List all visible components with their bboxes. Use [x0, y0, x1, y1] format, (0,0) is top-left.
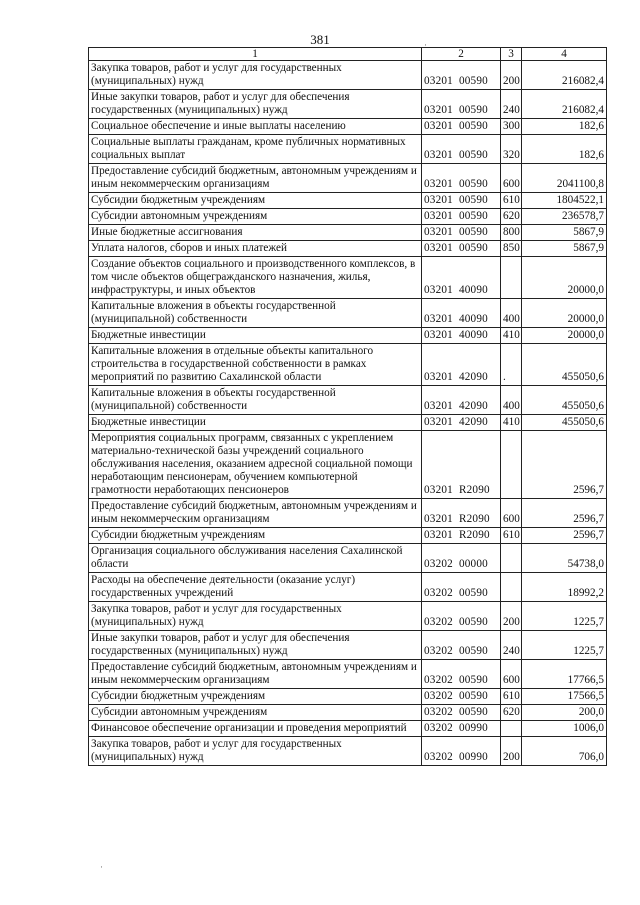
- table-row: [89, 209, 607, 225]
- cell-code: 03201 42090: [422, 386, 501, 415]
- cell-code: 03202 00590: [422, 689, 501, 705]
- cell-code: 03202 00590: [422, 602, 501, 631]
- cell-amount: 2596,7: [522, 431, 607, 499]
- table-row: [89, 328, 607, 344]
- cell-code: 03202 00590: [422, 705, 501, 721]
- table-row: [89, 737, 607, 766]
- cell-type: 200: [501, 737, 522, 766]
- cell-type: 620: [501, 705, 522, 721]
- cell-type: 800: [501, 225, 522, 241]
- column-header-type: 3: [501, 48, 522, 61]
- cell-amount: 2596,7: [522, 528, 607, 544]
- cell-code: 03202 00990: [422, 737, 501, 766]
- cell-amount: 18992,2: [522, 573, 607, 602]
- cell-name: Субсидии бюджетным учреждениям: [89, 689, 422, 705]
- cell-name: Закупка товаров, работ и услуг для государственных (муниципальных) нужд: [89, 61, 422, 90]
- cell-code: 03202 00990: [422, 721, 501, 737]
- cell-type: 600: [501, 164, 522, 193]
- cell-name: Бюджетные инвестиции: [89, 415, 422, 431]
- cell-amount: 20000,0: [522, 328, 607, 344]
- cell-code: 03202 00590: [422, 660, 501, 689]
- cell-type: .: [501, 344, 522, 386]
- cell-type: 240: [501, 631, 522, 660]
- cell-amount: 182,6: [522, 119, 607, 135]
- cell-name: Социальное обеспечение и иные выплаты населению: [89, 119, 422, 135]
- cell-amount: 2041100,8: [522, 164, 607, 193]
- cell-code: 03201 00590: [422, 164, 501, 193]
- page-number: 381: [310, 32, 330, 47]
- cell-amount: 200,0: [522, 705, 607, 721]
- table-row: [89, 528, 607, 544]
- cell-type: 200: [501, 602, 522, 631]
- cell-type: 850: [501, 241, 522, 257]
- cell-type: [501, 257, 522, 299]
- table-header-row: [89, 48, 607, 61]
- cell-name: Закупка товаров, работ и услуг для государственных (муниципальных) нужд: [89, 737, 422, 766]
- table-row: [89, 431, 607, 499]
- cell-type: [501, 721, 522, 737]
- cell-amount: 455050,6: [522, 415, 607, 431]
- table-row: [89, 299, 607, 328]
- cell-name: Субсидии бюджетным учреждениям: [89, 528, 422, 544]
- cell-code: 03201 40090: [422, 257, 501, 299]
- cell-name: Предоставление субсидий бюджетным, автономным учреждениям и иным некоммерческим организациям: [89, 499, 422, 528]
- table-row: [89, 499, 607, 528]
- table-row: [89, 705, 607, 721]
- cell-type: 610: [501, 528, 522, 544]
- cell-name: Социальные выплаты гражданам, кроме публичных нормативных социальных выплат: [89, 135, 422, 164]
- cell-code: 03201 00590: [422, 193, 501, 209]
- cell-code: 03201 00590: [422, 90, 501, 119]
- cell-type: [501, 573, 522, 602]
- cell-name: Капитальные вложения в объекты государственной (муниципальной) собственности: [89, 299, 422, 328]
- cell-name: Капитальные вложения в отдельные объекты капитального строительства в государственной собственности в рамках мероприятий по развитию Сахалинской области: [89, 344, 422, 386]
- cell-code: 03201 00590: [422, 119, 501, 135]
- cell-amount: 20000,0: [522, 257, 607, 299]
- cell-code: 03201 00590: [422, 225, 501, 241]
- cell-name: Финансовое обеспечение организации и проведения мероприятий: [89, 721, 422, 737]
- cell-type: 240: [501, 90, 522, 119]
- cell-type: 400: [501, 386, 522, 415]
- table-row: [89, 164, 607, 193]
- cell-amount: 216082,4: [522, 90, 607, 119]
- cell-amount: 17566,5: [522, 689, 607, 705]
- table-row: [89, 241, 607, 257]
- cell-code: 03202 00590: [422, 573, 501, 602]
- cell-type: 300: [501, 119, 522, 135]
- column-header-code: 2: [422, 48, 501, 61]
- table-body: [89, 61, 607, 766]
- cell-code: 03201 00590: [422, 135, 501, 164]
- column-header-amount: 4: [522, 48, 607, 61]
- table-row: [89, 544, 607, 573]
- table-row: [89, 135, 607, 164]
- table-row: [89, 61, 607, 90]
- cell-amount: 236578,7: [522, 209, 607, 225]
- cell-type: 620: [501, 209, 522, 225]
- cell-type: 600: [501, 660, 522, 689]
- cell-name: Субсидии автономным учреждениям: [89, 209, 422, 225]
- table-row: [89, 631, 607, 660]
- cell-name: Иные закупки товаров, работ и услуг для обеспечения государственных (муниципальных) нужд: [89, 631, 422, 660]
- cell-amount: 2596,7: [522, 499, 607, 528]
- cell-name: Предоставление субсидий бюджетным, автономным учреждениям и иным некоммерческим организациям: [89, 164, 422, 193]
- table-row: [89, 689, 607, 705]
- cell-amount: 54738,0: [522, 544, 607, 573]
- table-row: [89, 119, 607, 135]
- cell-name: Уплата налогов, сборов и иных платежей: [89, 241, 422, 257]
- cell-name: Субсидии бюджетным учреждениям: [89, 193, 422, 209]
- cell-name: Предоставление субсидий бюджетным, автономным учреждениям и иным некоммерческим организациям: [89, 660, 422, 689]
- cell-code: 03201 00590: [422, 241, 501, 257]
- cell-code: 03201 40090: [422, 328, 501, 344]
- scan-mark: ·: [100, 862, 103, 872]
- table-row: [89, 225, 607, 241]
- cell-code: 03201 40090: [422, 299, 501, 328]
- table-row: [89, 602, 607, 631]
- cell-type: 410: [501, 328, 522, 344]
- cell-code: 03201 42090: [422, 415, 501, 431]
- cell-amount: 455050,6: [522, 386, 607, 415]
- table-row: [89, 415, 607, 431]
- cell-code: 03202 00590: [422, 631, 501, 660]
- cell-type: [501, 431, 522, 499]
- cell-code: 03201 00590: [422, 209, 501, 225]
- cell-amount: 1225,7: [522, 602, 607, 631]
- cell-code: 03201 42090: [422, 344, 501, 386]
- cell-type: 610: [501, 193, 522, 209]
- cell-name: Иные бюджетные ассигнования: [89, 225, 422, 241]
- cell-amount: 1225,7: [522, 631, 607, 660]
- scan-mark: ·: [424, 40, 427, 50]
- cell-name: Бюджетные инвестиции: [89, 328, 422, 344]
- table-row: [89, 193, 607, 209]
- cell-code: 03201 R2090: [422, 431, 501, 499]
- cell-amount: 1804522,1: [522, 193, 607, 209]
- cell-code: 03201 R2090: [422, 499, 501, 528]
- cell-name: Капитальные вложения в объекты государственной (муниципальной) собственности: [89, 386, 422, 415]
- table-row: [89, 386, 607, 415]
- cell-name: Мероприятия социальных программ, связанных с укреплением материально-технической базы учреждений социального обслуживания населения, оказанием адресной социальной помощи неработающим пенсионерам, обучением компьютерной грамотности неработающих пенсионеров: [89, 431, 422, 499]
- table-row: [89, 721, 607, 737]
- cell-code: 03201 00590: [422, 61, 501, 90]
- cell-name: Иные закупки товаров, работ и услуг для обеспечения государственных (муниципальных) нужд: [89, 90, 422, 119]
- cell-type: 400: [501, 299, 522, 328]
- cell-code: 03201 R2090: [422, 528, 501, 544]
- budget-table: [88, 47, 607, 766]
- cell-type: 320: [501, 135, 522, 164]
- cell-amount: 1006,0: [522, 721, 607, 737]
- cell-amount: 5867,9: [522, 241, 607, 257]
- cell-type: 200: [501, 61, 522, 90]
- cell-type: [501, 544, 522, 573]
- table-row: [89, 257, 607, 299]
- table-row: [89, 344, 607, 386]
- column-header-name: 1: [89, 48, 422, 61]
- table-row: [89, 90, 607, 119]
- cell-name: Организация социального обслуживания населения Сахалинской области: [89, 544, 422, 573]
- table-row: [89, 660, 607, 689]
- cell-name: Субсидии автономным учреждениям: [89, 705, 422, 721]
- cell-amount: 20000,0: [522, 299, 607, 328]
- cell-amount: 455050,6: [522, 344, 607, 386]
- cell-type: 610: [501, 689, 522, 705]
- cell-amount: 182,6: [522, 135, 607, 164]
- table-row: [89, 573, 607, 602]
- cell-type: 410: [501, 415, 522, 431]
- cell-type: 600: [501, 499, 522, 528]
- cell-amount: 216082,4: [522, 61, 607, 90]
- cell-name: Закупка товаров, работ и услуг для государственных (муниципальных) нужд: [89, 602, 422, 631]
- cell-amount: 5867,9: [522, 225, 607, 241]
- cell-name: Расходы на обеспечение деятельности (оказание услуг) государственных учреждений: [89, 573, 422, 602]
- cell-amount: 17766,5: [522, 660, 607, 689]
- cell-amount: 706,0: [522, 737, 607, 766]
- cell-name: Создание объектов социального и производственного комплексов, в том числе объектов общегражданского назначения, жилья, инфраструктуры, и иных объектов: [89, 257, 422, 299]
- cell-code: 03202 00000: [422, 544, 501, 573]
